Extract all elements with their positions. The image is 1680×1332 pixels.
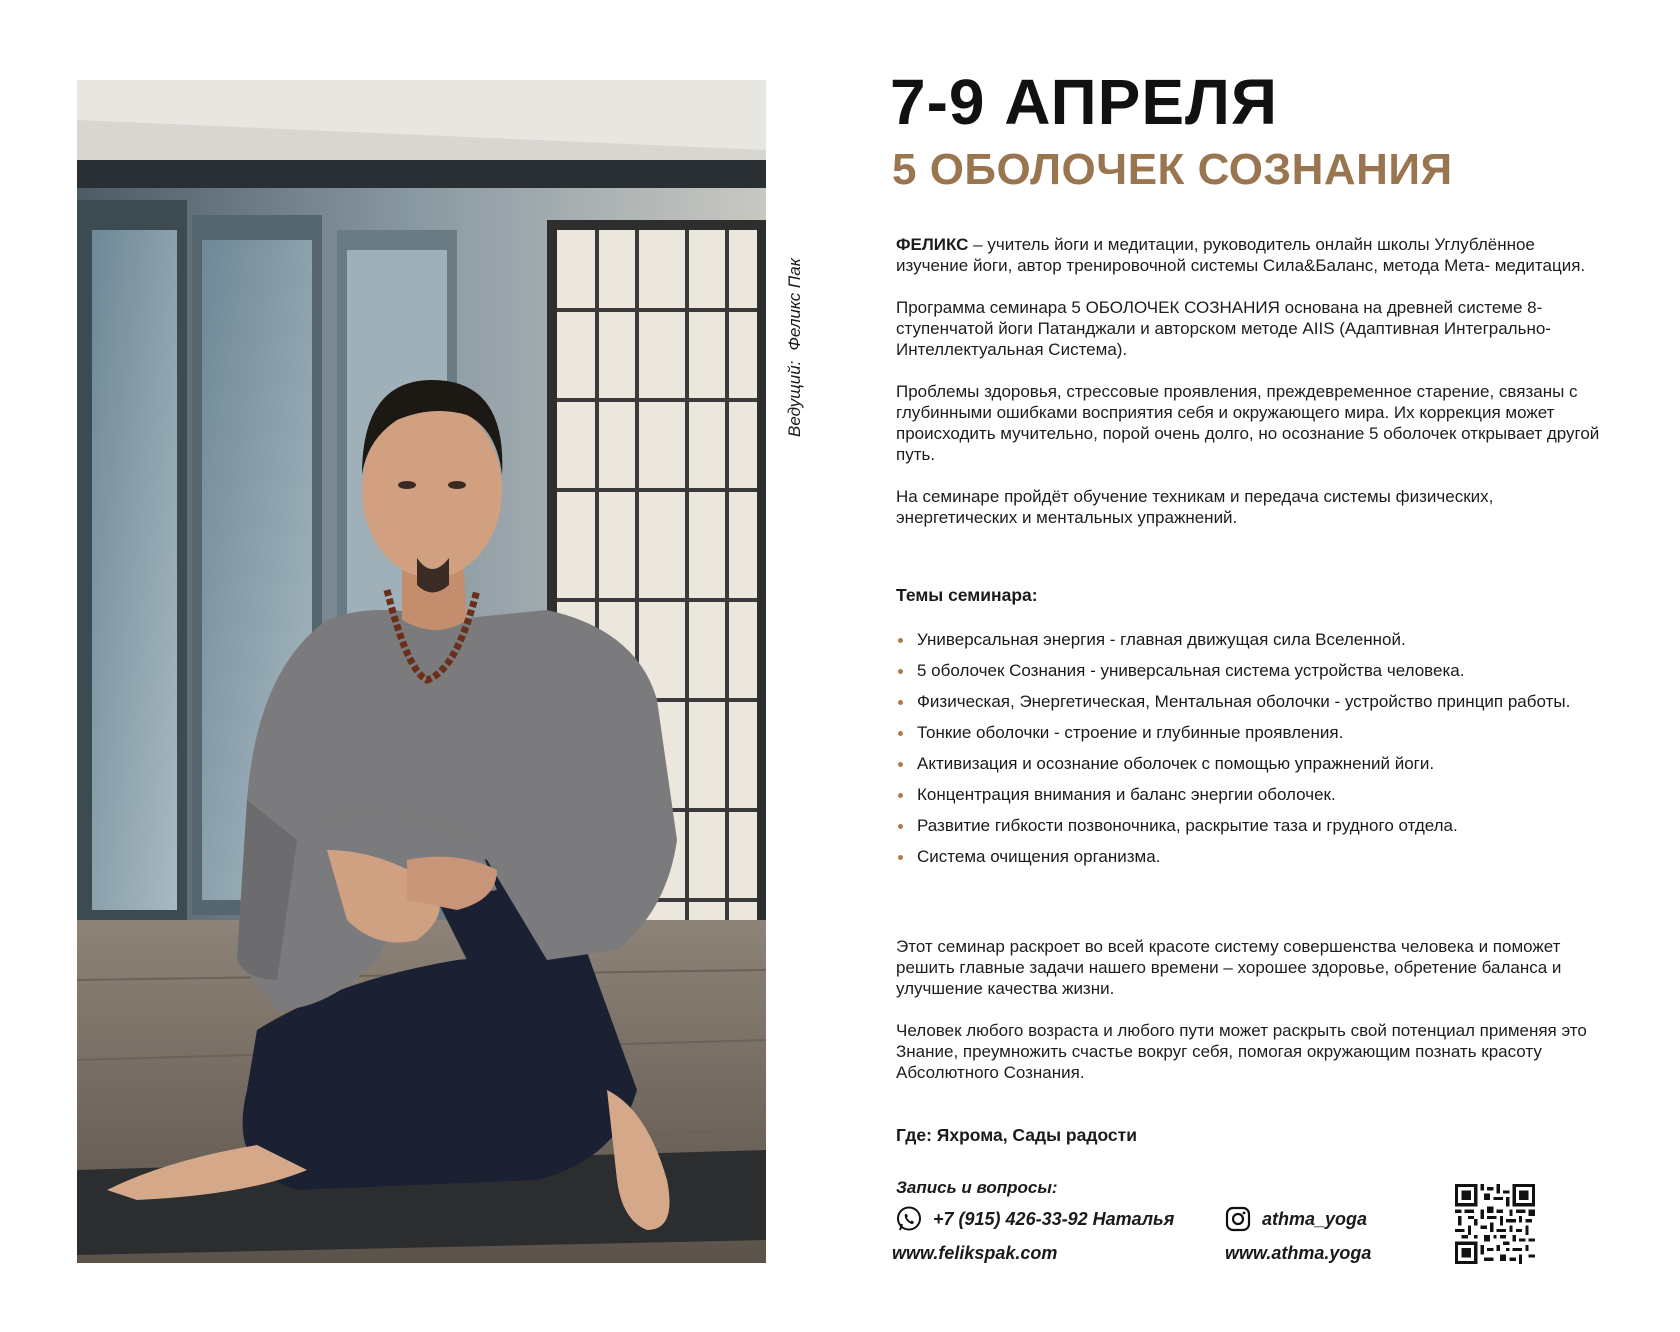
topic-item: Физическая, Энергетическая, Ментальная оболочки - устройство принцип работы. <box>896 686 1606 717</box>
topic-item: Тонкие оболочки - строение и глубинные проявления. <box>896 717 1606 748</box>
topic-item: Активизация и осознание оболочек с помощью упражнений йоги. <box>896 748 1606 779</box>
topic-item: 5 оболочек Сознания - универсальная система устройства человека. <box>896 655 1606 686</box>
closing-paragraph: Этот семинар раскроет во всей красоте систему совершенства человека и поможет решить главные задачи нашего времени – хорошее здоровье, обретение баланса и улучшение качества жизни. <box>896 937 1562 998</box>
topic-item: Концентрация внимания и баланс энергии оболочек. <box>896 779 1606 810</box>
qr-code[interactable] <box>1455 1184 1535 1264</box>
event-title: 5 ОБОЛОЧЕК СОЗНАНИЯ <box>892 145 1453 194</box>
topic-item: Система очищения организма. <box>896 841 1606 872</box>
whatsapp-icon <box>895 1205 923 1233</box>
host-caption <box>785 258 805 437</box>
teacher-name: ФЕЛИКС <box>896 235 969 254</box>
topics-list <box>896 624 1606 872</box>
instructor-photo-illustration <box>77 80 766 1263</box>
topic-item: Развитие гибкости позвоночника, раскрытие таза и грудного отдела. <box>896 810 1606 841</box>
instagram-icon <box>1224 1205 1252 1233</box>
website-link-athma[interactable]: www.athma.yoga <box>1225 1243 1372 1263</box>
phone-number[interactable]: +7 (915) 426-33-92 Наталья <box>933 1208 1175 1229</box>
problems-paragraph: Проблемы здоровья, стрессовые проявления, преждевременное старение, связаны с глубинными ошибками восприятия себя и окружающего мира. Их коррекция может происходить мучительно, порой очень долго, но осознание 5 оболочек открывает другой путь. <box>896 382 1600 464</box>
host-name: Феликс Пак <box>785 258 804 351</box>
topics-heading: Темы семинара: <box>896 585 1038 605</box>
event-date: 7-9 АПРЕЛЯ <box>890 66 1278 138</box>
program-paragraph: Программа семинара 5 ОБОЛОЧЕК СОЗНАНИЯ основана на древней системе 8- ступенчатой йоги Патанджали и авторском методе AIIS (Адаптивная Интегрально- Интеллектуальная Система). <box>896 298 1551 359</box>
instagram-contact[interactable] <box>1224 1205 1367 1233</box>
venue: Где: Яхрома, Сады радости <box>896 1125 1137 1145</box>
contacts-heading: Запись и вопросы: <box>896 1178 1058 1197</box>
closing-paragraph: Человек любого возраста и любого пути может раскрыть свой потенциал применяя это Знание, преумножить счастье вокруг себя, помогая окружающим познать красоту Абсолютного Сознания. <box>896 1021 1587 1082</box>
instructor-photo <box>77 80 766 1263</box>
closing-section <box>896 936 1606 1104</box>
topic-item: Универсальная энергия - главная движущая сила Вселенной. <box>896 624 1606 655</box>
intro-section <box>896 234 1606 549</box>
website-link-felikspak[interactable]: www.felikspak.com <box>892 1243 1058 1263</box>
host-label: Ведущий: <box>785 360 804 437</box>
teacher-bio: – учитель йоги и медитации, руководитель онлайн школы Углублённое изучение йоги, автор тренировочной системы Сила&Баланс, метода Мета- медитация. <box>896 235 1586 275</box>
instagram-handle[interactable]: athma_yoga <box>1262 1208 1368 1229</box>
training-paragraph: На семинаре пройдёт обучение техникам и передача системы физических, энергетических и ментальных упражнений. <box>896 487 1494 527</box>
intro-paragraph <box>896 234 1606 276</box>
phone-contact[interactable] <box>895 1205 1174 1233</box>
